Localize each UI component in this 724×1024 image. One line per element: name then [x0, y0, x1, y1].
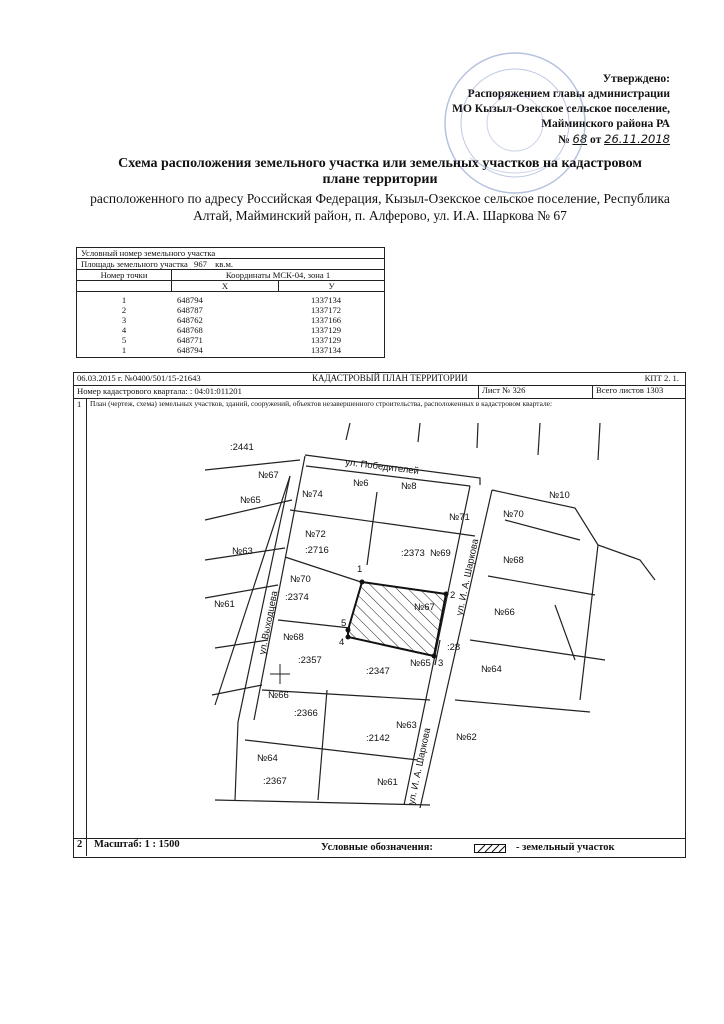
point-x: 648762 — [177, 315, 203, 325]
title-line-2: плане территории — [322, 172, 438, 187]
kpt-sheet: Лист № 326 — [478, 385, 525, 398]
approval-line-4: Майминского района РА — [541, 118, 670, 130]
label-n66: №66 — [268, 690, 289, 701]
point-y: 1337129 — [311, 325, 342, 335]
vertex-3: 3 — [438, 658, 444, 669]
table-row — [77, 248, 384, 259]
kpt-title: КАДАСТРОВЫЙ ПЛАН ТЕРРИТОРИИ — [312, 373, 468, 383]
legend-label: Условные обозначения: — [321, 842, 433, 853]
coordinates-table — [76, 247, 385, 358]
label-2367: :2367 — [263, 776, 287, 787]
address-line-1: расположенного по адресу Российская Федерация, Кызыл-Озекское сельское поселение, Республика — [90, 191, 670, 206]
street-sharkova-upper: ул. И. А. Шаркова — [454, 537, 482, 617]
area-label: Площадь земельного участка — [81, 259, 188, 269]
label-n71: №71 — [449, 512, 470, 523]
point-number: 2 — [121, 305, 127, 315]
label-n6: №6 — [353, 478, 369, 489]
point-y: 1337129 — [311, 335, 342, 345]
table-row — [77, 259, 384, 270]
label-n8: №8 — [401, 481, 417, 492]
kpt-row1-text: План (чертеж, схема) земельных участков, зданий, сооружений, объектов незавершенного строительства, расположенных в кадастровом квартале: — [90, 399, 552, 408]
kpt-code: КПТ 2. 1. — [644, 373, 679, 383]
point-x: 648771 — [177, 335, 203, 345]
table-row — [77, 325, 384, 335]
label-2357: :2357 — [298, 655, 322, 666]
vertex-5: 5 — [341, 618, 347, 629]
vertex-2: 2 — [450, 590, 456, 601]
label-n74: №74 — [302, 489, 323, 500]
point-number: 3 — [121, 315, 127, 325]
address — [60, 190, 700, 224]
label-n63a: №63 — [232, 546, 253, 557]
point-y: 1337166 — [311, 315, 342, 325]
street-vykhodtseva: ул. Выходцева — [257, 590, 281, 656]
kpt-quarter-row — [74, 386, 685, 399]
label-2366: :2366 — [294, 708, 318, 719]
area-unit: кв.м. — [215, 259, 234, 269]
label-n67a: №67 — [258, 470, 279, 481]
table-subheader-row — [77, 281, 384, 292]
point-number: 1 — [121, 295, 127, 305]
area-value: 967 — [194, 259, 207, 269]
approval-no-value: 68 — [572, 132, 588, 146]
vertex-1: 1 — [357, 564, 363, 575]
title-line-1: Схема расположения земельного участка или земельных участков на кадастровом — [118, 156, 642, 171]
label-2441: :2441 — [230, 442, 254, 453]
label-2347: :2347 — [366, 666, 390, 677]
label-n62: №62 — [456, 732, 477, 743]
parcel-number-label: Условный номер земельного участка — [81, 248, 216, 258]
label-n64: №64 — [257, 753, 278, 764]
point-y: 1337134 — [311, 345, 342, 355]
label-n70r: №70 — [503, 509, 524, 520]
label-n65: №65 — [410, 658, 431, 669]
table-row — [77, 305, 384, 315]
vertex-4: 4 — [339, 637, 345, 648]
label-n61a: №61 — [214, 599, 235, 610]
col-x-header: X — [172, 281, 279, 291]
approval-no-label: № — [558, 134, 570, 146]
label-n65a: №65 — [240, 495, 261, 506]
kpt-row-1 — [74, 399, 685, 411]
col-point-header: Номер точки — [77, 270, 172, 280]
scale-label: Масштаб: 1 : 1500 — [94, 839, 180, 850]
document-title — [60, 156, 700, 188]
kpt-row2-num: 2 — [77, 839, 83, 850]
point-number: 5 — [121, 335, 127, 345]
table-row — [77, 315, 384, 325]
legend-hatch-icon — [474, 844, 506, 853]
label-n68r: №68 — [503, 555, 524, 566]
point-x: 648768 — [177, 325, 203, 335]
point-x: 648787 — [177, 305, 203, 315]
label-2716: :2716 — [305, 545, 329, 556]
kpt-total: Всего листов 1303 — [592, 385, 663, 398]
table-header-row — [77, 270, 384, 281]
col-y-header: У — [328, 281, 335, 291]
point-x: 648794 — [177, 345, 203, 355]
approval-date-value: 26.11.2018 — [604, 132, 670, 146]
point-y: 1337134 — [311, 295, 342, 305]
cadastral-map — [200, 420, 685, 810]
col-coords-header: Координаты МСК-04, зона 1 — [225, 270, 331, 280]
point-number: 1 — [121, 345, 127, 355]
point-y: 1337172 — [311, 305, 342, 315]
label-n61: №61 — [377, 777, 398, 788]
label-n69: №69 — [430, 548, 451, 559]
label-n68: №68 — [283, 632, 304, 643]
kpt-date-number: 06.03.2015 г. №0400/501/15-21643 — [77, 373, 201, 383]
label-28: :28 — [447, 642, 461, 653]
label-n63: №63 — [396, 720, 417, 731]
street-pobediteley: ул. Победителей — [344, 457, 420, 478]
table-row — [77, 345, 384, 355]
label-n67: №67 — [414, 602, 435, 613]
approval-date-label: от — [590, 134, 602, 146]
kpt-row1-num: 1 — [77, 399, 82, 409]
street-sharkova-lower: ул. И. А. Шаркова — [406, 726, 434, 806]
table-row — [77, 295, 384, 305]
points-list — [77, 292, 384, 357]
approval-line-3: МО Кызыл-Озекское сельское поселение, — [452, 103, 670, 115]
target-parcel — [348, 582, 446, 656]
kpt-quarter: Номер кадастрового квартала: : 04:01:011201 — [77, 386, 242, 396]
label-n70: №70 — [290, 574, 311, 585]
approval-line-2: Распоряжением главы администрации — [467, 88, 670, 100]
legend-text: - земельный участок — [516, 842, 615, 853]
label-2374: :2374 — [285, 592, 309, 603]
label-2142: :2142 — [366, 733, 390, 744]
point-x: 648794 — [177, 295, 203, 305]
label-n72: №72 — [305, 529, 326, 540]
address-line-2: Алтай, Майминский район, п. Алферово, ул. И.А. Шаркова № 67 — [193, 208, 567, 223]
point-number: 4 — [121, 325, 127, 335]
label-n66r: №66 — [494, 607, 515, 618]
label-n10: №10 — [549, 490, 570, 501]
label-n64r: №64 — [481, 664, 502, 675]
approval-line-1: Утверждено: — [602, 73, 670, 85]
label-2373: :2373 — [401, 548, 425, 559]
table-row — [77, 335, 384, 345]
